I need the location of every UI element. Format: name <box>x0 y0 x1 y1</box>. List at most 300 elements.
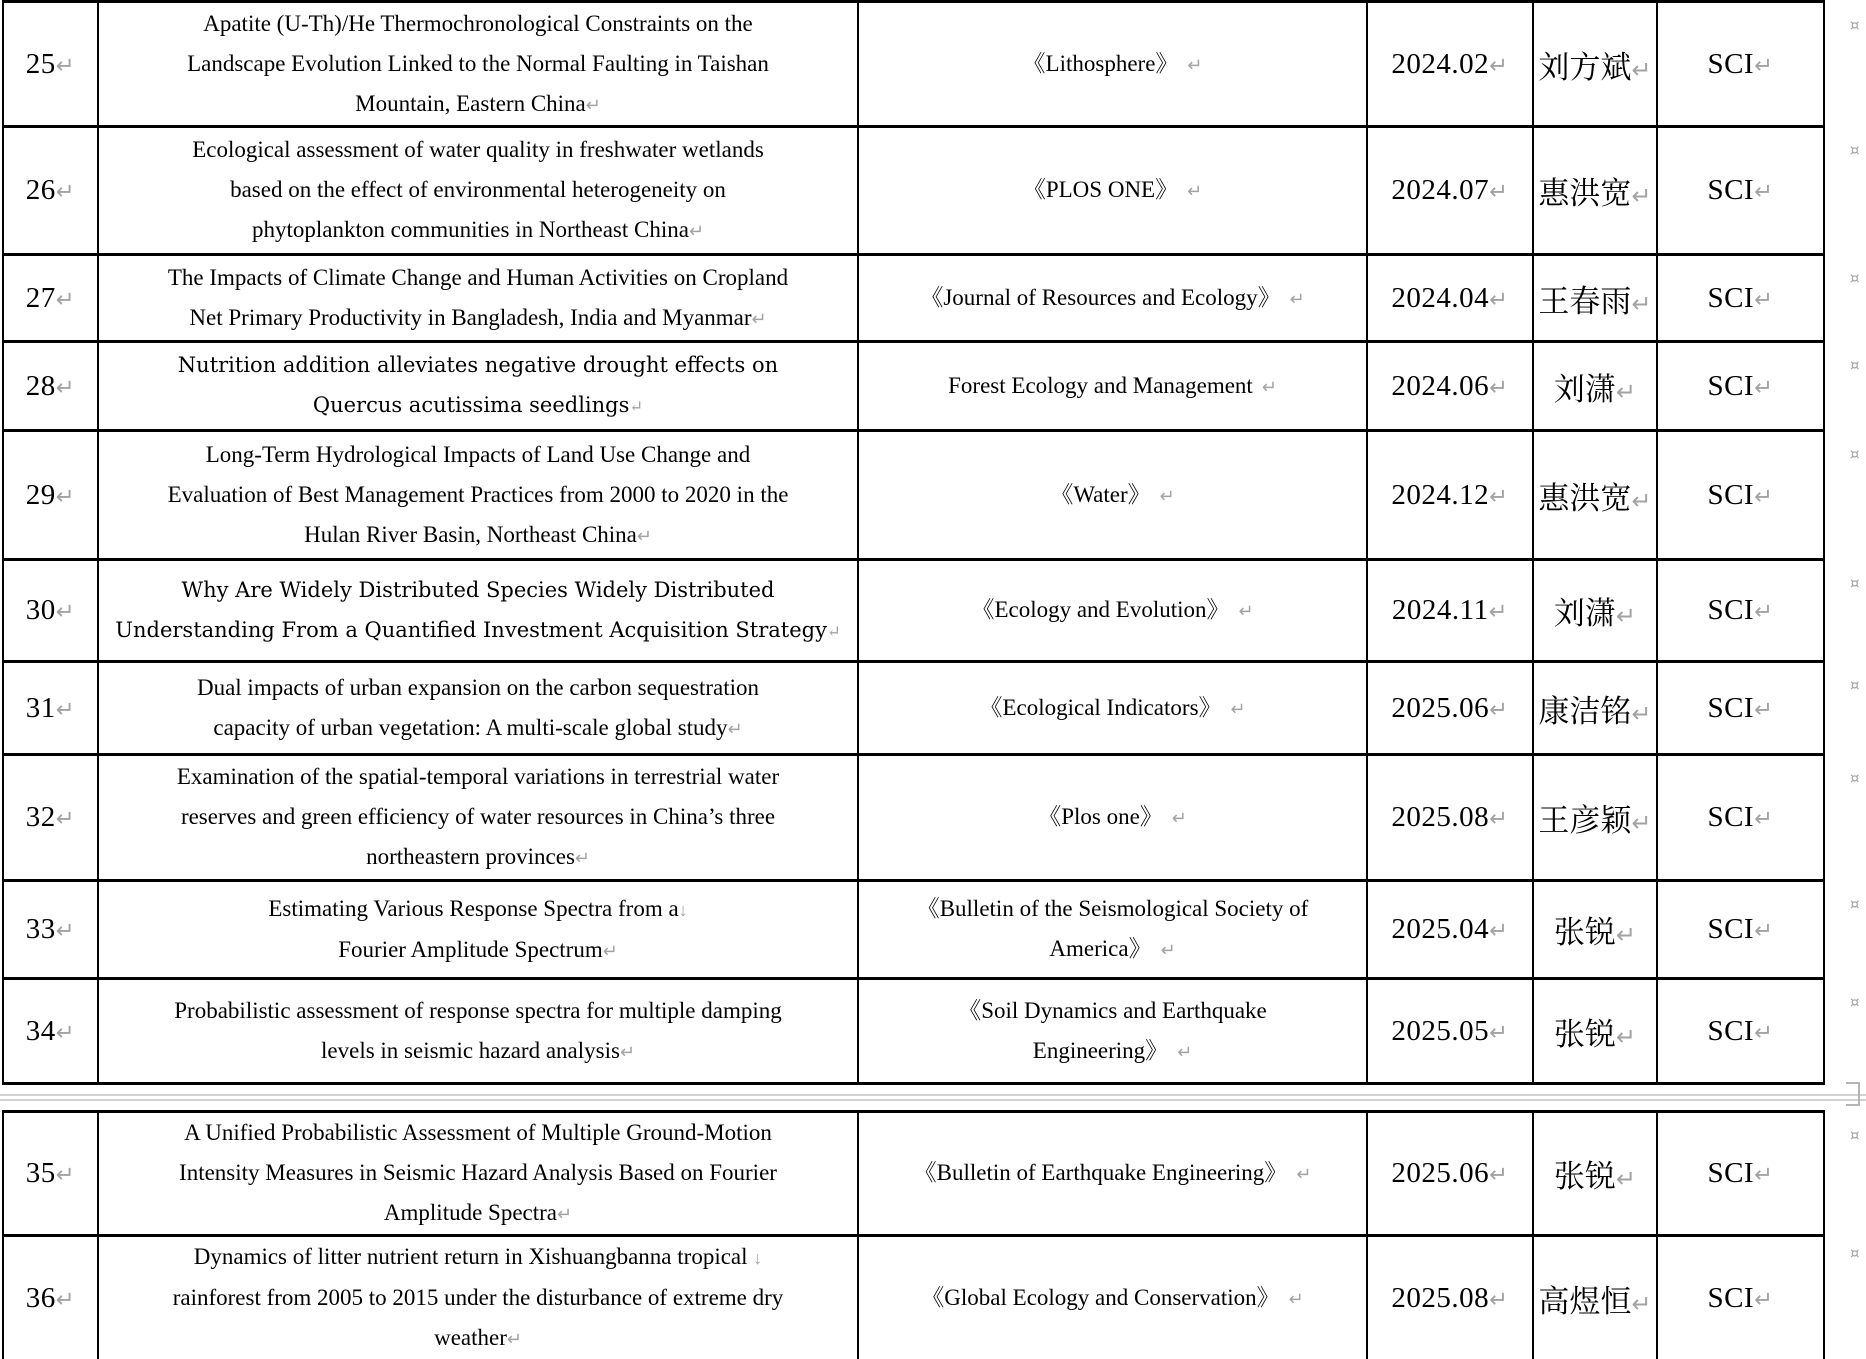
paragraph-mark-icon: ↵ <box>55 599 76 624</box>
cell-title <box>98 255 858 342</box>
journal-name-line <box>863 991 1362 1031</box>
paper-title-line <box>103 1318 853 1359</box>
paper-title-line <box>103 385 853 427</box>
cell-index-type <box>1657 255 1824 342</box>
paper-title-text: Understanding From a Quantified Investment Acquisition Strategy <box>115 617 827 642</box>
line-break-icon: ↓ <box>678 899 688 920</box>
paper-title-text: phytoplankton communities in Northeast China <box>252 217 689 242</box>
cell-author <box>1533 755 1657 881</box>
cell-date <box>1367 755 1533 881</box>
paragraph-mark-icon: ↵ <box>1631 290 1652 318</box>
paragraph-mark-icon: ↵ <box>1754 806 1774 831</box>
cell-title <box>98 1112 858 1236</box>
cell-author <box>1533 2 1657 127</box>
paragraph-mark-icon: ↵ <box>1288 1288 1304 1309</box>
paragraph-mark-icon: ↵ <box>1489 806 1509 831</box>
cell-number <box>3 255 98 342</box>
paragraph-mark-icon: ↵ <box>629 397 644 416</box>
cell-number <box>3 431 98 560</box>
author-name: 张锐 <box>1553 1159 1616 1194</box>
paper-title-line <box>103 435 853 475</box>
journal-name-text: 《Journal of Resources and Ecology》 <box>920 284 1281 310</box>
cell-number <box>3 560 98 662</box>
journal-name-line <box>863 366 1362 407</box>
paper-title-line <box>103 837 853 878</box>
paragraph-mark-icon: ↵ <box>1754 599 1774 624</box>
author-name: 刘潇 <box>1553 596 1616 631</box>
paper-title-line <box>103 757 853 797</box>
cell-index-type <box>1657 342 1824 431</box>
journal-name-text: America》 <box>1049 936 1152 961</box>
paragraph-mark-icon: ↵ <box>1489 483 1509 509</box>
end-of-row-mark-icon: ¤ <box>1850 1244 1860 1262</box>
paragraph-mark-icon: ↵ <box>1488 599 1509 624</box>
paper-title-text: capacity of urban vegetation: A multi-scale global study <box>213 714 728 740</box>
row-number: 36 <box>25 1281 56 1314</box>
paper-title-text: Amplitude Spectra <box>383 1200 558 1225</box>
cell-number <box>3 1112 98 1236</box>
cell-number <box>3 979 98 1084</box>
paragraph-mark-icon: ↵ <box>1489 1019 1509 1045</box>
paper-title-text: Estimating Various Response Spectra from a <box>268 895 679 921</box>
table-split-end-bracket-icon <box>1846 1082 1860 1106</box>
paragraph-mark-icon: ↵ <box>506 1329 522 1349</box>
end-of-row-mark-icon: ¤ <box>1850 356 1860 374</box>
paragraph-mark-icon: ↵ <box>727 718 743 739</box>
author-name: 康洁铭 <box>1538 693 1632 729</box>
paper-title-text: Probabilistic assessment of response spectra for multiple damping <box>174 997 782 1023</box>
publish-date: 2024.02 <box>1391 47 1490 80</box>
paragraph-mark-icon: ↵ <box>1754 1019 1774 1045</box>
paper-title-line <box>103 1113 853 1153</box>
paragraph-mark-icon: ↵ <box>55 483 76 509</box>
paper-title-text: Fourier Amplitude Spectrum <box>338 936 603 962</box>
publish-date: 2024.07 <box>1391 174 1490 206</box>
cell-journal <box>858 127 1367 255</box>
cell-date <box>1367 2 1533 127</box>
cell-date <box>1367 431 1533 560</box>
paragraph-mark-icon: ↵ <box>1754 1286 1774 1312</box>
cell-index-type <box>1657 881 1824 979</box>
cell-index-type <box>1657 431 1824 560</box>
paper-title-line <box>103 1193 853 1234</box>
publish-date: 2025.05 <box>1391 1014 1490 1047</box>
paper-title-line <box>103 668 853 708</box>
journal-name-text: 《Water》 <box>1050 481 1151 507</box>
author-name: 张锐 <box>1553 915 1616 950</box>
paragraph-mark-icon: ↵ <box>557 1204 573 1224</box>
table-row <box>3 1112 1824 1236</box>
journal-name-text: 《Lithosphere》 <box>1022 50 1179 76</box>
paper-title-text: Quercus acutissima seedlings <box>312 393 630 417</box>
cell-number <box>3 881 98 979</box>
end-of-row-mark-icon: ¤ <box>1850 445 1860 463</box>
index-type-label: SCI <box>1707 691 1755 724</box>
publish-date: 2024.12 <box>1391 478 1490 511</box>
paragraph-mark-icon: ↵ <box>1754 179 1774 204</box>
cell-number <box>3 662 98 755</box>
paper-title-line <box>103 797 853 837</box>
cell-index-type <box>1657 1236 1824 1359</box>
row-number: 27 <box>25 281 56 314</box>
paper-title-line <box>103 345 853 385</box>
journal-name-line <box>863 475 1362 516</box>
index-type-label: SCI <box>1707 281 1755 314</box>
paragraph-mark-icon: ↵ <box>1631 56 1652 84</box>
paper-title-text: based on the effect of environmental heterogeneity on <box>230 177 726 202</box>
paragraph-mark-icon: ↵ <box>55 52 76 78</box>
cell-index-type <box>1657 560 1824 662</box>
paragraph-mark-icon: ↵ <box>1754 696 1774 722</box>
journal-name-text: 《Ecology and Evolution》 <box>971 597 1230 622</box>
paper-title-line <box>103 298 853 339</box>
journal-name-line <box>863 44 1362 85</box>
paragraph-mark-icon: ↵ <box>1489 1286 1509 1312</box>
row-number: 26 <box>25 174 56 206</box>
paragraph-mark-icon: ↵ <box>55 918 76 943</box>
paper-title-text: Dual impacts of urban expansion on the carbon sequestration <box>196 674 760 700</box>
cell-author <box>1533 255 1657 342</box>
paper-title-text: Examination of the spatial-temporal variations in terrestrial water <box>176 764 780 789</box>
paragraph-mark-icon: ↵ <box>1187 54 1203 75</box>
table-row <box>3 255 1824 342</box>
paper-title-text: Nutrition addition alleviates negative drought effects on <box>177 353 779 377</box>
cell-date <box>1367 979 1533 1084</box>
paper-title-line <box>103 930 853 971</box>
paper-title-line <box>103 570 853 610</box>
row-number: 30 <box>25 594 56 626</box>
cell-title <box>98 881 858 979</box>
journal-name-text: Forest Ecology and Management <box>948 372 1253 398</box>
table-row <box>3 560 1824 662</box>
paper-title-line <box>103 4 853 44</box>
paper-title-line <box>103 889 853 930</box>
paragraph-mark-icon: ↵ <box>55 806 76 831</box>
author-name: 高煜恒 <box>1538 1283 1632 1319</box>
paragraph-mark-icon: ↵ <box>1754 483 1774 509</box>
index-type-label: SCI <box>1707 1157 1755 1189</box>
journal-name-text: 《Bulletin of Earthquake Engineering》 <box>913 1160 1288 1185</box>
paragraph-mark-icon: ↵ <box>55 1019 76 1045</box>
cell-author <box>1533 662 1657 755</box>
cell-author <box>1533 979 1657 1084</box>
paragraph-mark-icon: ↵ <box>1489 286 1509 312</box>
paragraph-mark-icon: ↵ <box>826 621 841 641</box>
paragraph-mark-icon: ↵ <box>1489 918 1509 943</box>
row-number: 32 <box>25 801 56 833</box>
paper-title-text: rainforest from 2005 to 2015 under the disturbance of extreme dry <box>172 1285 784 1310</box>
publish-date: 2025.06 <box>1391 1157 1490 1189</box>
table-row <box>3 2 1824 127</box>
cell-title <box>98 431 858 560</box>
paragraph-mark-icon: ↵ <box>1238 601 1254 621</box>
publish-date: 2024.11 <box>1391 594 1489 626</box>
cell-date <box>1367 127 1533 255</box>
paragraph-mark-icon: ↵ <box>55 1286 76 1312</box>
paragraph-mark-icon: ↵ <box>1631 183 1652 210</box>
row-number: 33 <box>25 913 56 945</box>
author-name: 刘方斌 <box>1538 49 1632 85</box>
paragraph-mark-icon: ↵ <box>55 374 76 400</box>
cell-author <box>1533 342 1657 431</box>
cell-author <box>1533 127 1657 255</box>
paper-title-text: reserves and green efficiency of water resources in China’s three <box>180 804 776 829</box>
cell-date <box>1367 255 1533 342</box>
paper-title-text: Apatite (U-Th)/He Thermochronological Constraints on the <box>203 10 753 36</box>
end-of-row-mark-icon: ¤ <box>1850 269 1860 287</box>
journal-name-line <box>863 797 1362 838</box>
paragraph-mark-icon: ↵ <box>1754 286 1774 312</box>
cell-index-type <box>1657 979 1824 1084</box>
paper-title-line <box>103 1153 853 1193</box>
cell-author <box>1533 560 1657 662</box>
row-number: 34 <box>25 1014 56 1047</box>
paragraph-mark-icon: ↵ <box>1171 808 1187 828</box>
paragraph-mark-icon: ↵ <box>1489 374 1509 400</box>
paragraph-mark-icon: ↵ <box>1289 288 1305 309</box>
end-of-row-mark-icon: ¤ <box>1850 993 1860 1011</box>
row-number: 28 <box>25 369 56 402</box>
end-of-row-mark-icon: ¤ <box>1850 676 1860 694</box>
table-row <box>3 431 1824 560</box>
journal-name-line <box>863 889 1362 929</box>
table-row <box>3 979 1824 1084</box>
cell-author <box>1533 1112 1657 1236</box>
journal-name-line <box>863 1031 1362 1072</box>
journal-name-text: 《Global Ecology and Conservation》 <box>921 1284 1280 1310</box>
cell-title <box>98 560 858 662</box>
paragraph-mark-icon: ↵ <box>1631 1290 1652 1318</box>
paper-title-line <box>103 44 853 84</box>
paper-title-line <box>103 1278 853 1318</box>
paper-title-text: Why Are Widely Distributed Species Widely Distributed <box>181 577 775 602</box>
cell-index-type <box>1657 755 1824 881</box>
paragraph-mark-icon: ↵ <box>1615 378 1637 406</box>
paragraph-mark-icon: ↵ <box>619 1041 635 1062</box>
cell-journal <box>858 255 1367 342</box>
paragraph-mark-icon: ↵ <box>55 1162 76 1187</box>
cell-title <box>98 662 858 755</box>
cell-index-type <box>1657 127 1824 255</box>
cell-author <box>1533 881 1657 979</box>
paper-title-text: A Unified Probabilistic Assessment of Multiple Ground-Motion <box>184 1120 772 1145</box>
cell-date <box>1367 560 1533 662</box>
journal-name-line <box>863 278 1362 319</box>
table-split-divider <box>0 1094 1866 1101</box>
cell-journal <box>858 1236 1367 1359</box>
index-type-label: SCI <box>1707 478 1755 511</box>
cell-title <box>98 342 858 431</box>
end-of-row-mark-icon: ¤ <box>1850 16 1860 34</box>
paragraph-mark-icon: ↵ <box>1159 485 1175 506</box>
end-of-row-mark-icon: ¤ <box>1850 895 1860 913</box>
table-row <box>3 1236 1824 1359</box>
author-name: 王彦颖 <box>1538 803 1632 838</box>
journal-name-line <box>863 590 1362 631</box>
cell-title <box>98 1236 858 1359</box>
cell-journal <box>858 755 1367 881</box>
paper-title-text: Mountain, Eastern China <box>355 90 586 116</box>
cell-number <box>3 342 98 431</box>
row-number: 35 <box>25 1157 56 1189</box>
journal-name-text: 《PLOS ONE》 <box>1022 177 1179 202</box>
journal-name-text: 《Bulletin of the Seismological Society of <box>916 896 1309 921</box>
publish-date: 2025.06 <box>1391 691 1490 724</box>
paragraph-mark-icon: ↵ <box>1160 940 1176 960</box>
table-row <box>3 755 1824 881</box>
paper-title-line <box>103 258 853 298</box>
paragraph-mark-icon: ↵ <box>1489 179 1509 204</box>
paragraph-mark-icon: ↵ <box>688 221 704 241</box>
paper-title-text: weather <box>434 1325 507 1350</box>
journal-name-line <box>863 929 1362 970</box>
paper-title-text: Long-Term Hydrological Impacts of Land Use Change and <box>205 441 751 467</box>
cell-title <box>98 127 858 255</box>
cell-title <box>98 979 858 1084</box>
cell-journal <box>858 1112 1367 1236</box>
paragraph-mark-icon: ↵ <box>1754 52 1774 78</box>
paper-title-text: Landscape Evolution Linked to the Normal Faulting in Taishan <box>187 50 769 76</box>
journal-name-line <box>863 170 1362 211</box>
author-name: 张锐 <box>1553 1016 1616 1052</box>
paragraph-mark-icon: ↵ <box>602 940 618 961</box>
index-type-label: SCI <box>1707 47 1755 80</box>
journal-name-line <box>863 1278 1362 1319</box>
paragraph-mark-icon: ↵ <box>1631 487 1652 515</box>
index-type-label: SCI <box>1707 594 1755 626</box>
publications-table-fragment-2 <box>2 1110 1825 1359</box>
journal-name-line <box>863 1153 1362 1194</box>
cell-journal <box>858 431 1367 560</box>
publish-date: 2024.04 <box>1391 281 1490 314</box>
index-type-label: SCI <box>1707 1281 1755 1314</box>
index-type-label: SCI <box>1707 369 1755 402</box>
paragraph-mark-icon: ↵ <box>1187 181 1203 201</box>
paper-title-line <box>103 610 853 652</box>
index-type-label: SCI <box>1707 913 1755 945</box>
cell-date <box>1367 881 1533 979</box>
paragraph-mark-icon: ↵ <box>1615 603 1637 630</box>
cell-index-type <box>1657 2 1824 127</box>
author-name: 王春雨 <box>1538 283 1632 319</box>
paragraph-mark-icon: ↵ <box>1615 1166 1637 1193</box>
paper-title-line <box>103 1237 853 1278</box>
cell-journal <box>858 2 1367 127</box>
cell-journal <box>858 979 1367 1084</box>
paper-title-line <box>103 210 853 251</box>
cell-number <box>3 1236 98 1359</box>
paper-title-line <box>103 1031 853 1072</box>
author-name: 惠洪宽 <box>1538 480 1632 516</box>
paragraph-mark-icon: ↵ <box>1631 810 1652 837</box>
paper-title-line <box>103 991 853 1031</box>
table-row <box>3 662 1824 755</box>
paragraph-mark-icon: ↵ <box>1261 376 1277 397</box>
paper-title-text: levels in seismic hazard analysis <box>321 1037 620 1063</box>
paper-title-text: Dynamics of litter nutrient return in Xishuangbanna tropical <box>193 1244 754 1269</box>
cell-author <box>1533 431 1657 560</box>
journal-name-line <box>863 688 1362 729</box>
index-type-label: SCI <box>1707 1014 1755 1047</box>
paragraph-mark-icon: ↵ <box>1631 700 1652 728</box>
paper-title-text: Ecological assessment of water quality in freshwater wetlands <box>192 137 764 162</box>
paragraph-mark-icon: ↵ <box>1754 374 1774 400</box>
publish-date: 2025.08 <box>1391 801 1490 833</box>
paper-title-text: Net Primary Productivity in Bangladesh, India and Myanmar <box>189 304 752 330</box>
cell-title <box>98 755 858 881</box>
cell-index-type <box>1657 1112 1824 1236</box>
cell-date <box>1367 1236 1533 1359</box>
paragraph-mark-icon: ↵ <box>585 94 601 115</box>
paper-title-line <box>103 708 853 749</box>
table-row <box>3 127 1824 255</box>
cell-journal <box>858 662 1367 755</box>
journal-name-text: Engineering》 <box>1032 1037 1169 1063</box>
paper-title-line <box>103 515 853 556</box>
paragraph-mark-icon: ↵ <box>55 696 76 722</box>
paper-title-line <box>103 170 853 210</box>
paper-title-line <box>103 130 853 170</box>
end-of-row-mark-icon: ¤ <box>1850 574 1860 592</box>
table-row <box>3 881 1824 979</box>
paragraph-mark-icon: ↵ <box>1489 52 1509 78</box>
journal-name-text: 《Plos one》 <box>1038 804 1163 829</box>
cell-number <box>3 2 98 127</box>
index-type-label: SCI <box>1707 174 1755 206</box>
cell-index-type <box>1657 662 1824 755</box>
end-of-row-mark-icon: ¤ <box>1850 1126 1860 1144</box>
cell-number <box>3 127 98 255</box>
paragraph-mark-icon: ↵ <box>1615 922 1637 949</box>
cell-date <box>1367 1112 1533 1236</box>
cell-journal <box>858 881 1367 979</box>
paragraph-mark-icon: ↵ <box>1296 1164 1312 1184</box>
paragraph-mark-icon: ↵ <box>574 848 590 868</box>
author-name: 刘潇 <box>1553 371 1616 407</box>
paper-title-text: northeastern provinces <box>366 844 575 869</box>
paper-title-line <box>103 475 853 515</box>
end-of-row-mark-icon: ¤ <box>1850 769 1860 787</box>
cell-journal <box>858 560 1367 662</box>
paragraph-mark-icon: ↵ <box>1230 698 1246 719</box>
cell-title <box>98 2 858 127</box>
paper-title-text: Hulan River Basin, Northeast China <box>304 521 637 547</box>
paragraph-mark-icon: ↵ <box>636 525 652 546</box>
publish-date: 2025.04 <box>1391 913 1490 945</box>
row-number: 25 <box>25 47 56 80</box>
paragraph-mark-icon: ↵ <box>1754 1162 1774 1187</box>
paragraph-mark-icon: ↵ <box>751 308 767 329</box>
publications-table-fragment-1 <box>2 0 1825 1085</box>
index-type-label: SCI <box>1707 801 1755 833</box>
paragraph-mark-icon: ↵ <box>1615 1023 1637 1051</box>
cell-number <box>3 755 98 881</box>
paragraph-mark-icon: ↵ <box>1754 918 1774 943</box>
cell-date <box>1367 662 1533 755</box>
cell-journal <box>858 342 1367 431</box>
paragraph-mark-icon: ↵ <box>55 179 76 204</box>
paragraph-mark-icon: ↵ <box>55 286 76 312</box>
cell-date <box>1367 342 1533 431</box>
paragraph-mark-icon: ↵ <box>1489 1162 1509 1187</box>
publish-date: 2024.06 <box>1391 369 1490 402</box>
end-of-row-mark-icon: ¤ <box>1850 141 1860 159</box>
row-number: 29 <box>25 478 56 511</box>
line-break-icon: ↓ <box>753 1248 763 1268</box>
paragraph-mark-icon: ↵ <box>1177 1041 1193 1062</box>
row-number: 31 <box>25 691 56 724</box>
journal-name-text: 《Ecological Indicators》 <box>979 694 1222 720</box>
